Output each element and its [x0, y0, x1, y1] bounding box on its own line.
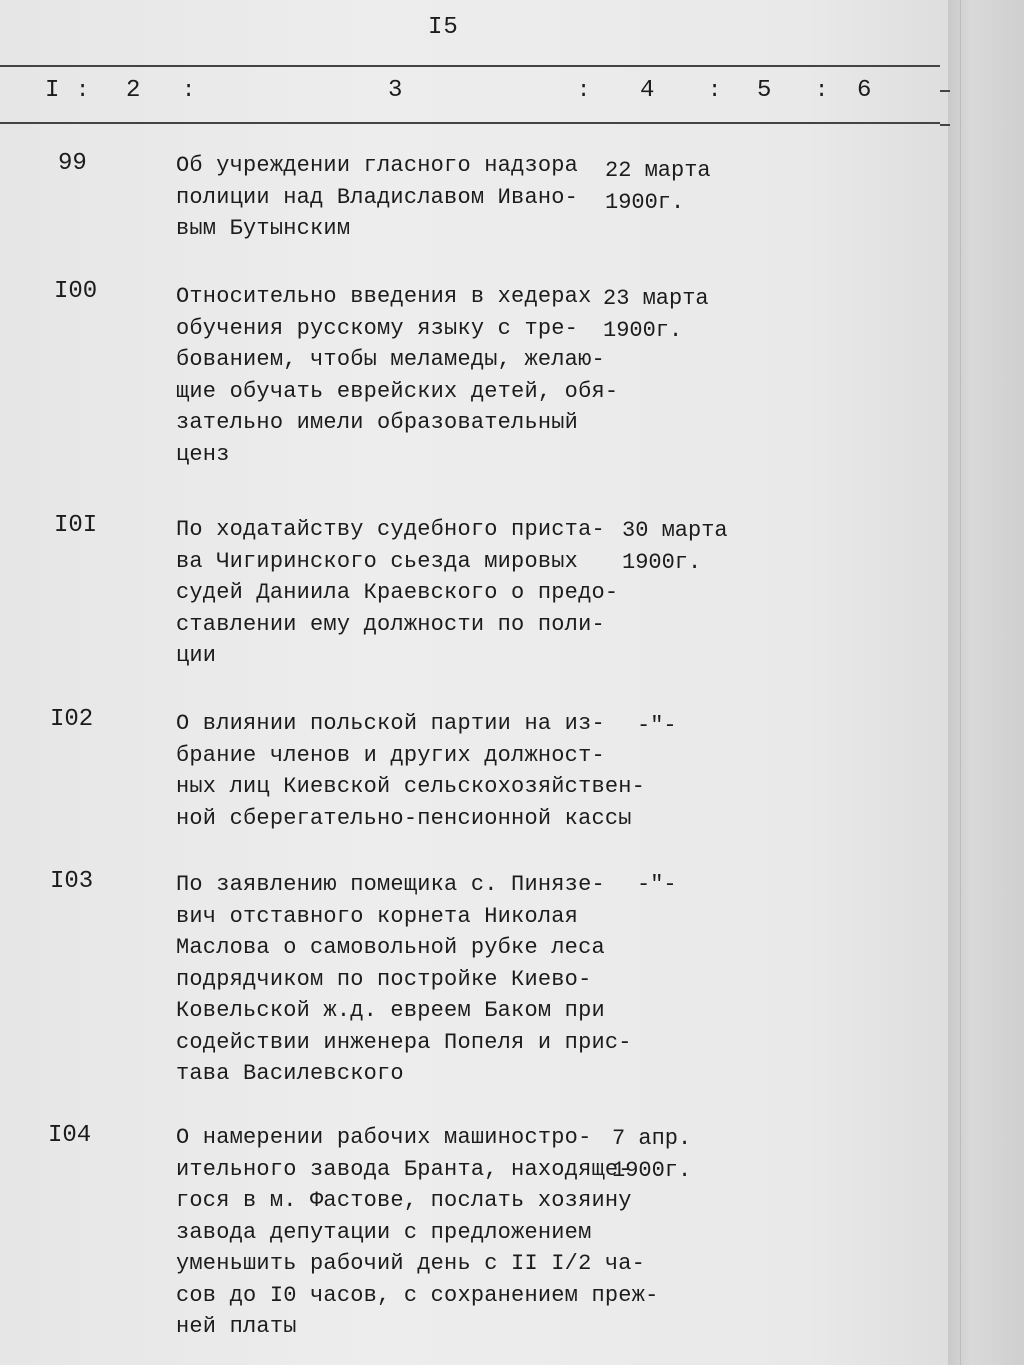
entry-number: I02 — [50, 706, 94, 733]
entry-text: О влиянии польской партии на из- брание членов и других должност- ных лиц Киевской сельскохозяйствен- ной сберегательно-пенсионной кассы — [176, 711, 646, 831]
column-separator: : — [182, 78, 196, 103]
column-header-4: 4 — [640, 77, 655, 104]
entry-number: I04 — [48, 1122, 92, 1149]
column-separator: : — [76, 78, 90, 103]
header-rule-top — [0, 65, 940, 67]
column-separator: : — [577, 78, 591, 103]
entry-number: I0I — [54, 512, 98, 539]
column-header-5: 5 — [757, 77, 772, 104]
column-separator: : — [815, 78, 829, 103]
page-edge-line — [960, 0, 961, 1365]
entry-number: 99 — [58, 150, 87, 177]
page-number: I5 — [428, 14, 459, 41]
entry-number: I00 — [54, 278, 98, 305]
column-header-3: 3 — [388, 77, 403, 104]
entry-date: 30 марта 1900г. — [622, 518, 728, 575]
edge-tick — [940, 90, 950, 92]
entry-text: О намерении рабочих машиностро- ительного завода Бранта, находяще- гося в м. Фастове, послать хозяину завода депутации с предложением уменьшить рабочий день с II I/2 ча- сов до I0 часов, с сохранением преж- ней платы — [176, 1125, 659, 1339]
column-header-6: 6 — [857, 77, 872, 104]
column-header-2: 2 — [126, 77, 141, 104]
entry-text: Об учреждении гласного надзора полиции над Владиславом Ивано- вым Бутынским — [176, 153, 579, 241]
entry-date: 23 марта 1900г. — [603, 286, 709, 343]
entry-text: По ходатайству судебного приста- ва Чигиринского сьезда мировых судей Даниила Краевского о предо- ставлении ему должности по поли- ции — [176, 517, 619, 668]
entry-date-ditto: -"- — [637, 713, 677, 738]
edge-tick — [940, 124, 950, 126]
column-header-1: I — [45, 77, 60, 104]
entry-date: 22 марта 1900г. — [605, 158, 711, 215]
header-rule-bottom — [0, 122, 940, 124]
column-separator: : — [708, 78, 722, 103]
entry-number: I03 — [50, 868, 94, 895]
entry-date: 7 апр. 1900г. — [612, 1126, 692, 1183]
entry-text: По заявлению помещика с. Пинязе- вич отставного корнета Николая Маслова о самовольной рубке леса подрядчиком по постройке Киево- Ковельской ж.д. евреем Баком при содействии инженера Попеля и прис- тава Василевского — [176, 872, 632, 1086]
entry-text: Относительно введения в хедерах обучения русскому языку с тре- бованием, чтобы меламеды, желаю- щие обучать еврейских детей, обя- зательно имели образовательный ценз — [176, 284, 619, 467]
entry-date-ditto: -"- — [637, 872, 677, 897]
